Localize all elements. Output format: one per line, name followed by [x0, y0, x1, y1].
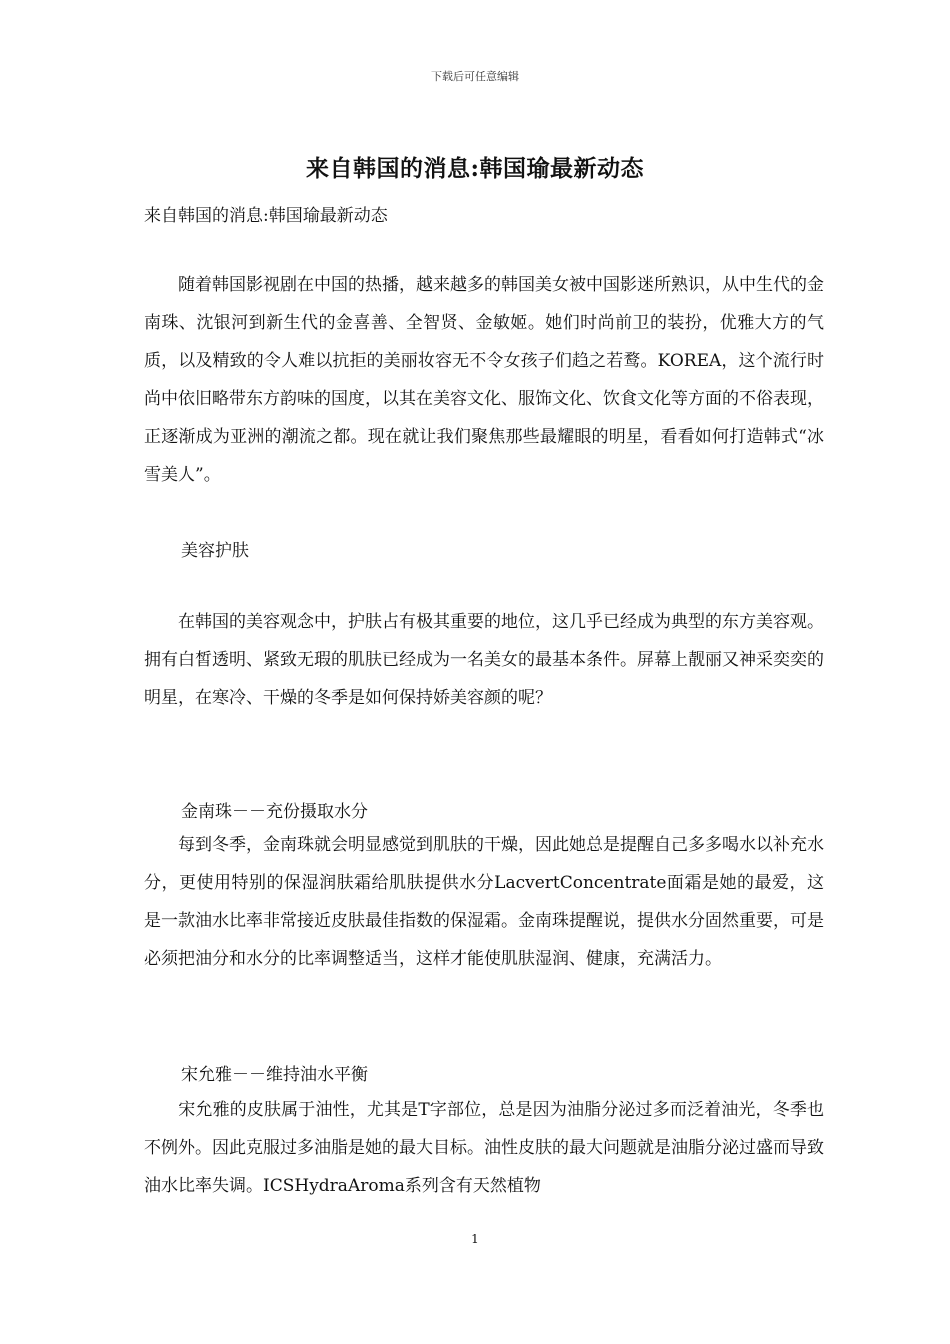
document-title: 来自韩国的消息:韩国瑜最新动态 — [306, 155, 644, 182]
section-heading-skincare: 美容护肤 — [181, 541, 249, 561]
document-subtitle: 来自韩国的消息:韩国瑜最新动态 — [144, 206, 388, 226]
page-header-note: 下载后可任意编辑 — [431, 70, 519, 83]
star-heading-song-yun-a: 宋允雅－－维持油水平衡 — [181, 1065, 368, 1085]
skincare-paragraph: 在韩国的美容观念中，护肤占有极其重要的地位，这几乎已经成为典型的东方美容观。拥有白皙透明、紧致无瑕的肌肤已经成为一名美女的最基本条件。屏幕上靓丽又神采奕奕的明星，在寒冷、干燥的冬季是如何保持娇美容颜的呢？ — [144, 612, 824, 708]
star-paragraph-song-yun-a: 宋允雅的皮肤属于油性，尤其是T字部位，总是因为油脂分泌过多而泛着油光，冬季也不例外。因此克服过多油脂是她的最大目标。油性皮肤的最大问题就是油脂分泌过盛而导致油水比率失调。ICSHydraAroma系列含有天然植物 — [144, 1100, 824, 1196]
intro-paragraph: 随着韩国影视剧在中国的热播，越来越多的韩国美女被中国影迷所熟识，从中生代的金南珠、沈银河到新生代的金喜善、全智贤、金敏姬。她们时尚前卫的装扮，优雅大方的气质，以及精致的令人难以抗拒的美丽妆容无不令女孩子们趋之若鹜。KOREA，这个流行时尚中依旧略带东方韵味的国度，以其在美容文化、服饰文化、饮食文化等方面的不俗表现，正逐渐成为亚洲的潮流之都。现在就让我们聚焦那些最耀眼的明星，看看如何打造韩式“冰雪美人”。 — [144, 275, 824, 485]
page-number: 1 — [471, 1232, 479, 1246]
star-paragraph-kim-nam-joo: 每到冬季，金南珠就会明显感觉到肌肤的干燥，因此她总是提醒自己多多喝水以补充水分，更使用特别的保湿润肤霜给肌肤提供水分LacvertConcentrate面霜是她的最爱，这是一款油水比率非常接近皮肤最佳指数的保湿霜。金南珠提醒说，提供水分固然重要，可是必须把油分和水分的比率调整适当，这样才能使肌肤湿润、健康，充满活力。 — [144, 835, 824, 969]
star-heading-kim-nam-joo: 金南珠－－充份摄取水分 — [181, 802, 368, 822]
